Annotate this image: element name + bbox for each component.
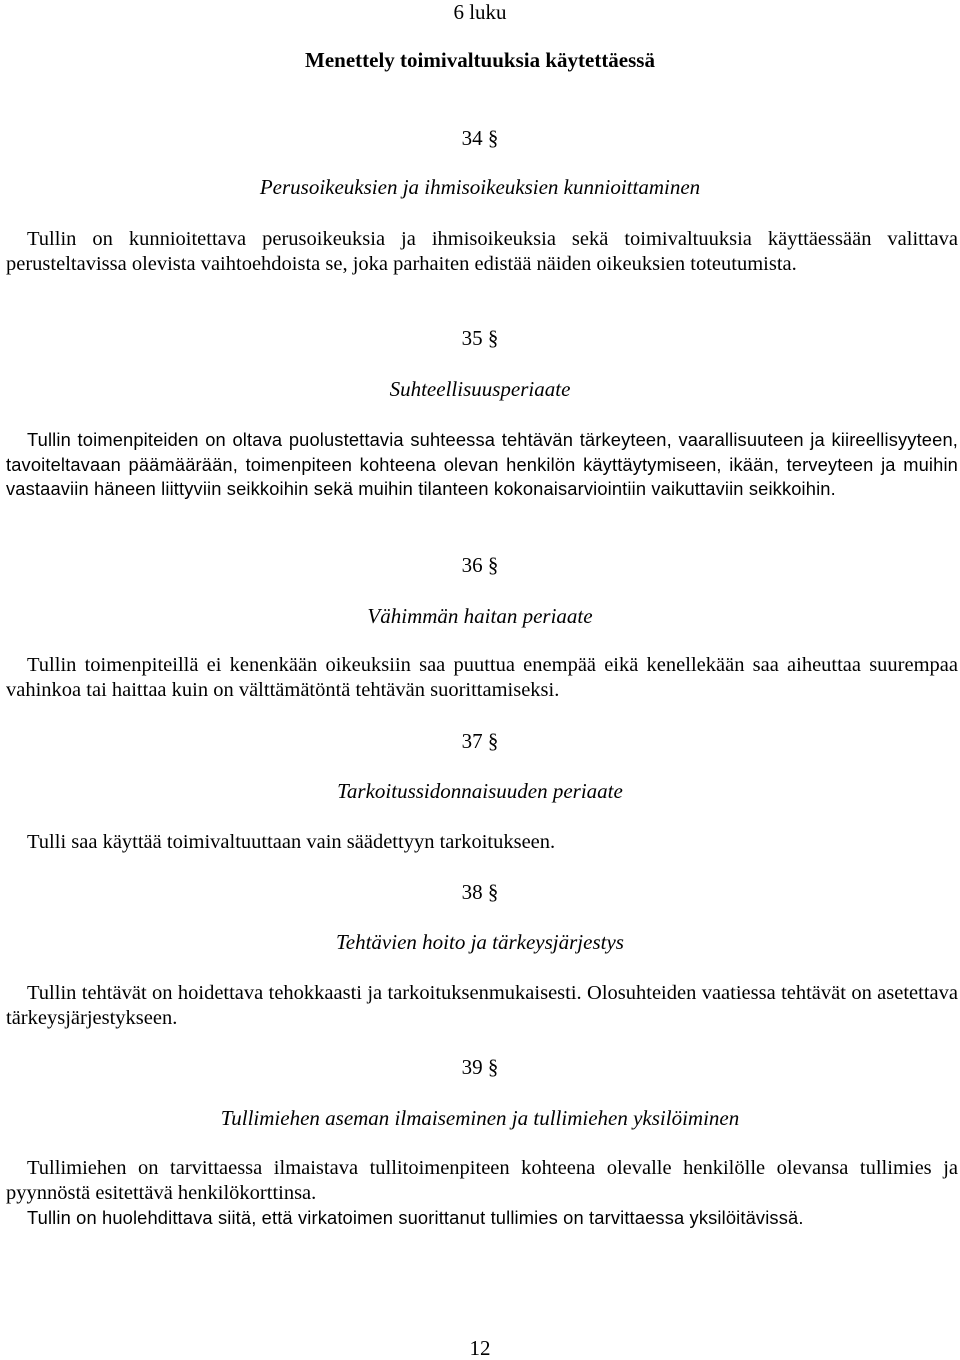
section-39-paragraph-1: Tullimiehen on tarvittaessa ilmaistava tullitoimenpiteen kohteena olevalle henkilölle olevansa tullimies ja pyynnöstä esitettävä henkilökorttinsa.	[6, 1157, 958, 1204]
section-39-paragraph-2: Tullin on huolehdittava siitä, että virkatoimen suorittanut tullimies on tarvittaessa yksilöitävissä.	[27, 1207, 804, 1228]
section-number-39: 39 §	[461, 1055, 499, 1079]
section-number-35: 35 §	[461, 326, 499, 350]
section-34-paragraph: Tullin on kunnioitettava perusoikeuksia ja ihmisoikeuksia sekä toimivaltuuksia käyttäessään valittava perusteltavissa olevista vaihtoehdoista se, joka parhaiten edistää näiden oikeuksien toteutumista.	[6, 228, 958, 275]
section-title-37: Tarkoitussidonnaisuuden periaate	[337, 779, 623, 803]
section-number-37: 37 §	[461, 729, 499, 753]
chapter-label: 6 luku	[453, 0, 507, 24]
chapter-title: Menettely toimivaltuuksia käytettäessä	[305, 48, 655, 72]
section-title-36: Vähimmän haitan periaate	[367, 604, 593, 628]
section-title-39: Tullimiehen aseman ilmaiseminen ja tullimiehen yksilöiminen	[220, 1106, 740, 1130]
section-36-paragraph: Tullin toimenpiteillä ei kenenkään oikeuksiin saa puuttua enempää eikä kenellekään saa aiheuttaa suurempaa vahinkoa tai haittaa kuin on välttämätöntä tehtävän suorittamiseksi.	[6, 654, 958, 701]
section-number-36: 36 §	[461, 553, 499, 577]
section-number-34: 34 §	[461, 126, 499, 150]
section-title-38: Tehtävien hoito ja tärkeysjärjestys	[336, 930, 624, 954]
section-title-34: Perusoikeuksien ja ihmisoikeuksien kunnioittaminen	[259, 175, 701, 199]
section-37-paragraph: Tulli saa käyttää toimivaltuuttaan vain säädettyyn tarkoitukseen.	[27, 831, 556, 853]
section-38-paragraph: Tullin tehtävät on hoidettava tehokkaasti ja tarkoituksenmukaisesti. Olosuhteiden vaatiessa tehtävät on asetettava tärkeysjärjestykseen.	[6, 982, 958, 1029]
section-title-35: Suhteellisuusperiaate	[389, 377, 571, 401]
section-35-paragraph: Tullin toimenpiteiden on oltava puolustettavia suhteessa tehtävän tärkeyteen, vaarallisuuteen ja kiireellisyyteen, tavoiteltavaan päämäärään, toimenpiteen kohteena olevan henkilön käyttäytymiseen, ikään, terveyteen ja muihin vastaaviin häneen liittyviin seikkoihin sekä muihin tilanteen kokonaisarviointiin vaikuttaviin seikkoihin.	[6, 429, 958, 500]
section-number-38: 38 §	[461, 880, 499, 904]
page-number: 12	[469, 1336, 491, 1360]
